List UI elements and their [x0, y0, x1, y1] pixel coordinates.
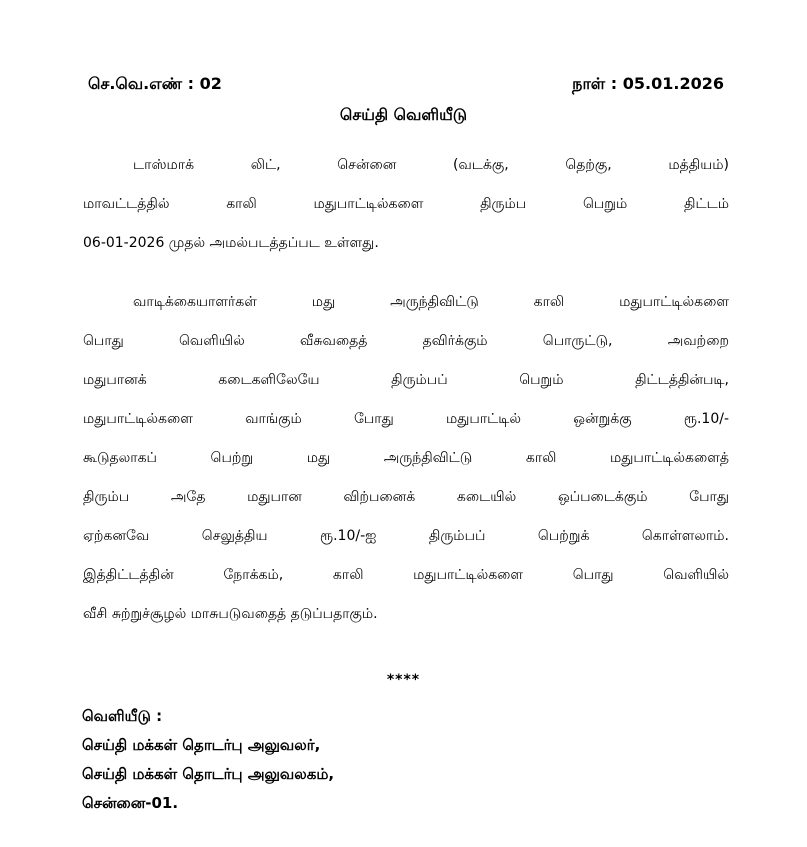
paragraph-line: ஏற்கனவே செலுத்திய ரூ.10/-ஐ திரும்பப் பெற்றுக் கொள்ளலாம்.	[83, 528, 729, 544]
reference-number: செ.வெ.எண் : 02	[88, 74, 222, 93]
paragraph-line: மதுபானக் கடைகளிலேயே திரும்பப் பெறும் திட்டத்தின்படி,	[83, 372, 729, 388]
issuer-label: வெளியீடு :	[82, 707, 163, 725]
paragraph-line: மாவட்டத்தில் காலி மதுபாட்டில்களை திரும்ப பெறும் திட்டம்	[83, 196, 729, 212]
document-title: செய்தி வெளியீடு	[339, 105, 468, 124]
paragraph-line: திரும்ப அதே மதுபான விற்பனைக் கடையில் ஒப்படைக்கும் போது	[83, 489, 729, 505]
paragraph-line: வீசி சுற்றுச்சூழல் மாசுபடுவதைத் தடுப்பதாகும்.	[83, 606, 378, 622]
issuer-office: செய்தி மக்கள் தொடர்பு அலுவலகம்,	[82, 765, 335, 783]
release-date: நாள் : 05.01.2026	[572, 74, 724, 93]
paragraph-line: இத்திட்டத்தின் நோக்கம், காலி மதுபாட்டில்களை பொது வெளியில்	[83, 567, 729, 583]
paragraph-line: 06-01-2026 முதல் அமல்படத்தப்பட உள்ளது.	[83, 235, 379, 251]
paragraph-line: வாடிக்கையாளர்கள் மது அருந்திவிட்டு காலி மதுபாட்டில்களை	[133, 294, 729, 310]
paragraph-line: மதுபாட்டில்களை வாங்கும் போது மதுபாட்டில் ஒன்றுக்கு ரூ.10/-	[83, 411, 729, 427]
paragraph-scheme-details	[83, 283, 729, 634]
document-header	[88, 74, 724, 98]
issuer-city: சென்னை-01.	[82, 794, 179, 812]
paragraph-line: கூடுதலாகப் பெற்று மது அருந்திவிட்டு காலி மதுபாட்டில்களைத்	[83, 450, 729, 466]
paragraph-scheme-announcement	[83, 146, 729, 263]
section-separator: ****	[386, 672, 421, 688]
paragraph-line: பொது வெளியில் வீசுவதைத் தவிர்க்கும் பொருட்டு, அவற்றை	[83, 333, 729, 349]
issuer-block	[82, 703, 334, 819]
paragraph-line: டாஸ்மாக் லிட், சென்னை (வடக்கு, தெற்கு, மத்தியம்)	[133, 157, 729, 173]
issuer-designation: செய்தி மக்கள் தொடர்பு அலுவலர்,	[82, 736, 321, 754]
